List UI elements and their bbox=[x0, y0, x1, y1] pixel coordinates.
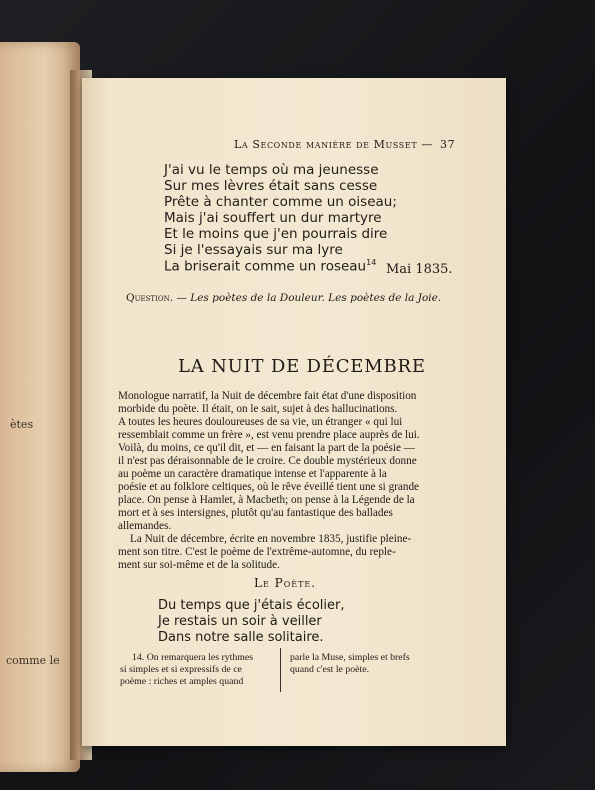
footnote-line: quand c'est le poète. bbox=[290, 664, 370, 675]
verse-line: J'ai vu le temps où ma jeunesse bbox=[164, 162, 379, 178]
verse-date: Mai 1835. bbox=[386, 262, 453, 277]
intro-line: au poème un caractère dramatique intense et l'apparente à la bbox=[118, 468, 387, 480]
verse-last-line: La briserait comme un roseau bbox=[164, 258, 367, 275]
second-para-line: ment sur soi-même et de la solitude. bbox=[118, 559, 280, 571]
running-title: La Seconde manière de Musset bbox=[234, 138, 418, 151]
question-text: Les poètes de la Douleur. Les poètes de la Joie. bbox=[190, 292, 442, 304]
verse-line: Sur mes lèvres était sans cesse bbox=[164, 178, 378, 194]
footnote-line: poème : riches et amples quand bbox=[120, 676, 244, 687]
verse-line bbox=[164, 258, 376, 275]
second-para-line: ment son titre. C'est le poème de l'extrême-automne, du reple- bbox=[118, 546, 396, 558]
intro-line: ressemblait comme un frère », est venu prendre place auprès de lui. bbox=[118, 429, 420, 441]
header-separator: — bbox=[421, 138, 433, 151]
page-number: 37 bbox=[440, 138, 456, 151]
footnote-line: si simples et si expressifs de ce bbox=[120, 664, 242, 675]
footnote-divider bbox=[280, 648, 281, 692]
intro-line: allemandes. bbox=[118, 520, 172, 532]
intro-line: Monologue narratif, la Nuit de décembre fait état d'une disposition bbox=[118, 390, 417, 402]
left-page bbox=[0, 42, 80, 772]
verse-line: Si je l'essayais sur ma lyre bbox=[164, 242, 343, 258]
question-label: Question. bbox=[126, 292, 174, 304]
left-page-fragment: comme le bbox=[6, 654, 60, 667]
intro-line: place. On pense à Hamlet, à Macbeth; on pense à la Légende de la bbox=[118, 494, 415, 506]
verse-line: Prête à chanter comme un oiseau; bbox=[164, 194, 397, 210]
verse-line: Mais j'ai souffert un dur martyre bbox=[164, 210, 382, 226]
intro-line: Voilà, du moins, ce qu'il dit, et — en faisant la part de la poésie — bbox=[118, 442, 415, 454]
second-para-line: La Nuit de décembre, écrite en novembre 1835, justifie pleine- bbox=[130, 533, 412, 545]
right-page bbox=[82, 78, 506, 746]
intro-line: il n'est pas déraisonnable de le croire. Ce double mystérieux donne bbox=[118, 455, 417, 467]
footnote-line: parle la Muse, simples et brefs bbox=[290, 652, 410, 663]
footnote-line: 14. On remarquera les rythmes bbox=[132, 652, 254, 663]
section-title: LA NUIT DE DÉCEMBRE bbox=[178, 356, 426, 377]
verse-line: Et le moins que j'en pourrais dire bbox=[164, 226, 388, 242]
question-dash: — bbox=[176, 292, 187, 304]
question-line bbox=[126, 292, 441, 304]
speaker-heading: Le Poète. bbox=[254, 576, 317, 590]
poem-line: Dans notre salle solitaire. bbox=[158, 630, 324, 645]
poem-line: Je restais un soir à veiller bbox=[158, 614, 322, 629]
intro-line: morbide du poète. Il était, on le sait, sujet à des hallucinations. bbox=[118, 403, 398, 415]
poem-line: Du temps que j'étais écolier, bbox=[158, 598, 345, 613]
footnote-mark: 14 bbox=[366, 258, 377, 267]
running-header bbox=[234, 138, 433, 151]
intro-line: poésie et au folklore celtiques, où le rêve éveillé tient une si grande bbox=[118, 481, 420, 493]
left-page-fragment: ètes bbox=[10, 418, 34, 431]
intro-line: A toutes les heures douloureuses de sa vie, un étranger « qui lui bbox=[118, 416, 403, 428]
intro-line: mort et à ses intersignes, plutôt qu'au fantastique des ballades bbox=[118, 507, 393, 519]
